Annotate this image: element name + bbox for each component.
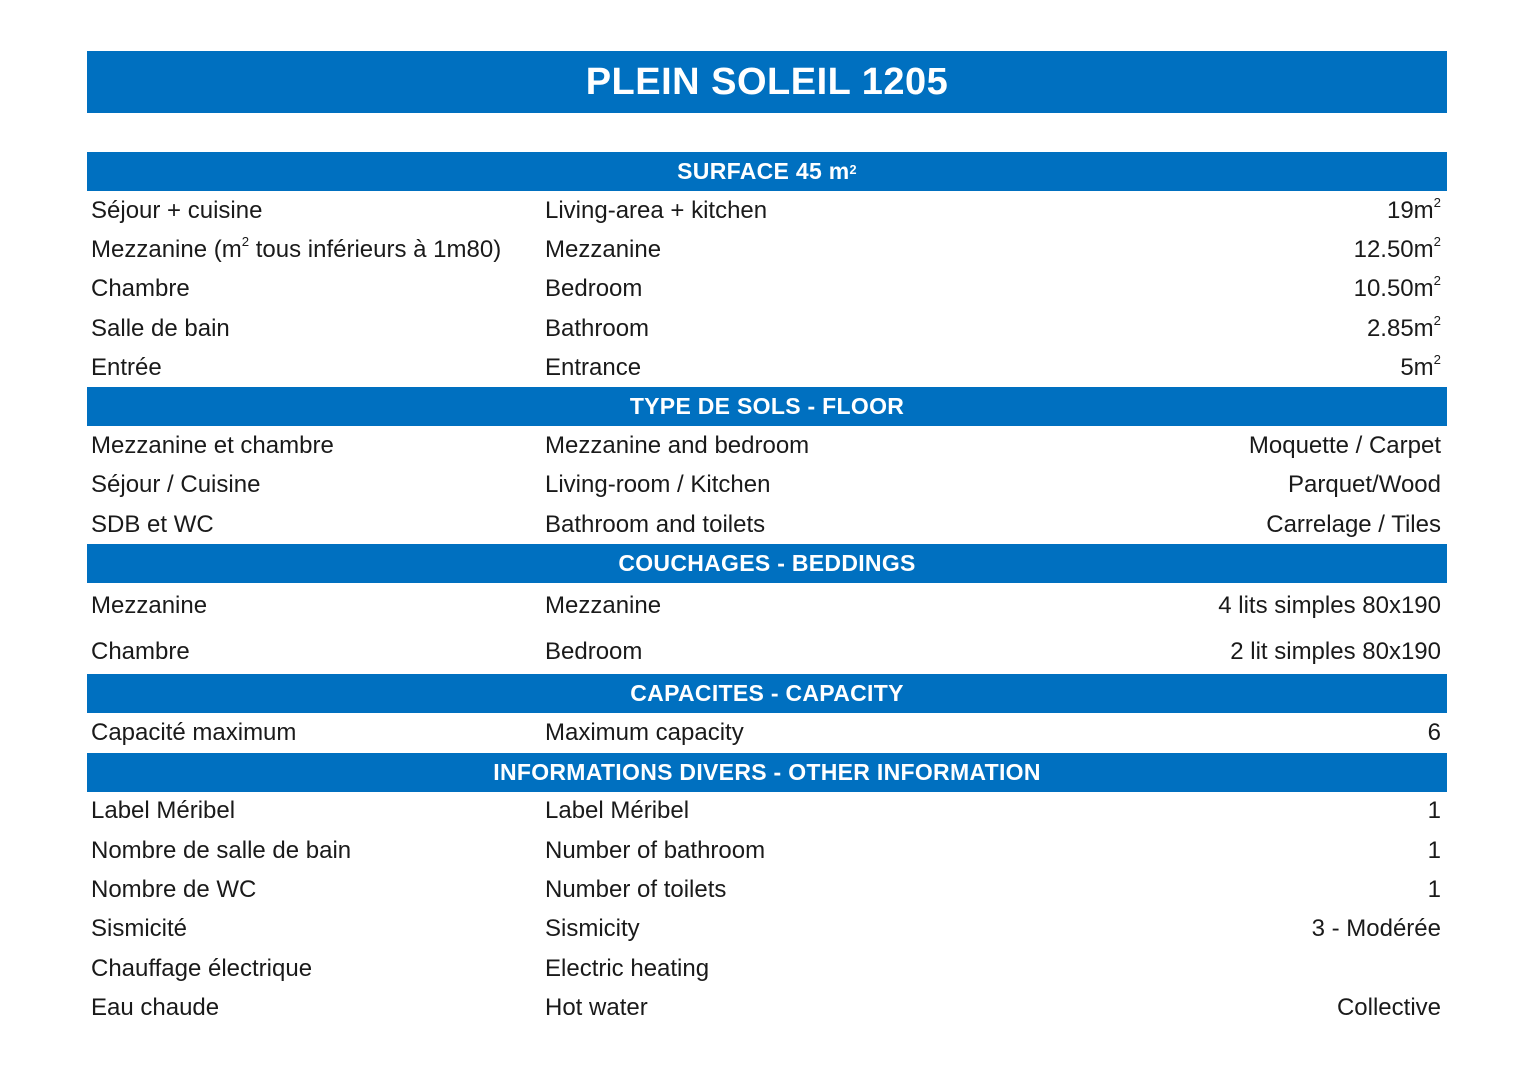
row-label-en: Bedroom xyxy=(545,275,643,303)
row-label-en: Sismicity xyxy=(545,915,640,943)
row-value-sup: 2 xyxy=(1433,194,1441,210)
row-label-en: Maximum capacity xyxy=(545,719,744,747)
row-value xyxy=(1045,194,1447,225)
row-value: 4 lits simples 80x190 xyxy=(1218,592,1441,620)
row-label-fr: Salle de bain xyxy=(91,314,230,342)
row-value-sup: 2 xyxy=(1433,351,1441,367)
table-row xyxy=(87,348,1447,387)
row-label-fr: Chauffage électrique xyxy=(91,954,313,982)
row-label-en: Bathroom and toilets xyxy=(545,510,766,538)
page-title: PLEIN SOLEIL 1205 xyxy=(87,51,1447,113)
row-value: 6 xyxy=(1427,719,1441,747)
table-row xyxy=(87,949,1447,988)
row-value: 1 xyxy=(1427,875,1441,903)
section-header-surface-sup: 2 xyxy=(849,162,857,177)
row-value: Collective xyxy=(1336,993,1441,1021)
row-value: Moquette / Carpet xyxy=(1248,432,1441,460)
row-label-en: Electric heating xyxy=(545,954,710,982)
row-label-fr: Nombre de salle de bain xyxy=(91,836,352,864)
row-label-fr: Séjour + cuisine xyxy=(91,196,263,224)
table-row xyxy=(87,629,1447,675)
row-label-fr: Label Méribel xyxy=(91,797,236,825)
row-label-fr: Eau chaude xyxy=(91,993,220,1021)
table-row xyxy=(87,466,1447,505)
row-value-text: 2.85m xyxy=(1366,314,1434,342)
table-row xyxy=(87,309,1447,348)
row-label-en: Mezzanine xyxy=(545,592,662,620)
table-row xyxy=(87,191,1447,230)
row-value-text: 12.50m xyxy=(1353,235,1434,263)
section-header-beddings: COUCHAGES - BEDDINGS xyxy=(87,544,1447,583)
row-value xyxy=(1045,351,1447,382)
row-label-en: Label Méribel xyxy=(545,797,690,825)
section-header-surface-label: SURFACE 45 m xyxy=(677,158,850,184)
row-label-fr: Mezzanine xyxy=(91,592,208,620)
row-label-fr: Chambre xyxy=(91,275,190,303)
row-value-sup: 2 xyxy=(1433,312,1441,328)
row-value-text: 5m xyxy=(1400,353,1434,381)
table-row xyxy=(87,426,1447,465)
table-row xyxy=(87,270,1447,309)
row-label-en: Hot water xyxy=(545,993,648,1021)
table-row xyxy=(87,870,1447,909)
table-row xyxy=(87,230,1447,269)
row-label-en: Living-area + kitchen xyxy=(545,196,768,224)
table-row xyxy=(87,988,1447,1027)
row-value xyxy=(1045,312,1447,343)
row-label-fr-text: Mezzanine (m xyxy=(91,235,242,263)
row-label-fr: Séjour / Cuisine xyxy=(91,471,261,499)
row-value: 3 - Modérée xyxy=(1311,915,1441,943)
row-label-fr: SDB et WC xyxy=(91,510,214,538)
property-sheet xyxy=(87,152,1447,1027)
row-label-en: Bathroom xyxy=(545,314,650,342)
row-label-fr xyxy=(87,233,545,264)
row-value xyxy=(1045,233,1447,264)
row-value: 1 xyxy=(1427,797,1441,825)
row-label-en: Number of toilets xyxy=(545,875,727,903)
row-label-en: Bedroom xyxy=(545,637,643,665)
table-row xyxy=(87,713,1447,752)
row-label-en: Mezzanine xyxy=(545,235,662,263)
section-header-surface xyxy=(87,152,1447,191)
row-value-text: 19m xyxy=(1386,196,1434,224)
row-label-fr: Entrée xyxy=(91,353,162,381)
row-label-en: Entrance xyxy=(545,353,642,381)
row-label-fr-rest: tous inférieurs à 1m80) xyxy=(249,235,502,263)
row-label-fr: Nombre de WC xyxy=(91,875,257,903)
table-row xyxy=(87,583,1447,629)
row-label-en: Number of bathroom xyxy=(545,836,766,864)
row-value xyxy=(1045,275,1447,303)
row-value-text: 10.50m xyxy=(1353,275,1434,303)
row-label-en: Mezzanine and bedroom xyxy=(545,432,810,460)
row-value-sup: 2 xyxy=(1433,233,1441,249)
table-row xyxy=(87,831,1447,870)
row-value: 1 xyxy=(1427,836,1441,864)
row-value-sup: 2 xyxy=(1433,273,1441,289)
row-value: Carrelage / Tiles xyxy=(1266,510,1441,538)
table-row xyxy=(87,792,1447,831)
row-label-fr: Mezzanine et chambre xyxy=(91,432,334,460)
row-value: Parquet/Wood xyxy=(1288,471,1441,499)
section-header-capacity: CAPACITES - CAPACITY xyxy=(87,674,1447,713)
section-header-other: INFORMATIONS DIVERS - OTHER INFORMATION xyxy=(87,753,1447,792)
row-label-fr-sup: 2 xyxy=(241,233,250,249)
row-label-en: Living-room / Kitchen xyxy=(545,471,771,499)
section-header-floor: TYPE DE SOLS - FLOOR xyxy=(87,387,1447,426)
row-label-fr: Capacité maximum xyxy=(91,719,297,747)
table-row xyxy=(87,505,1447,544)
row-label-fr: Sismicité xyxy=(91,915,188,943)
row-label-fr: Chambre xyxy=(91,637,190,665)
row-value: 2 lit simples 80x190 xyxy=(1230,637,1441,665)
table-row xyxy=(87,910,1447,949)
